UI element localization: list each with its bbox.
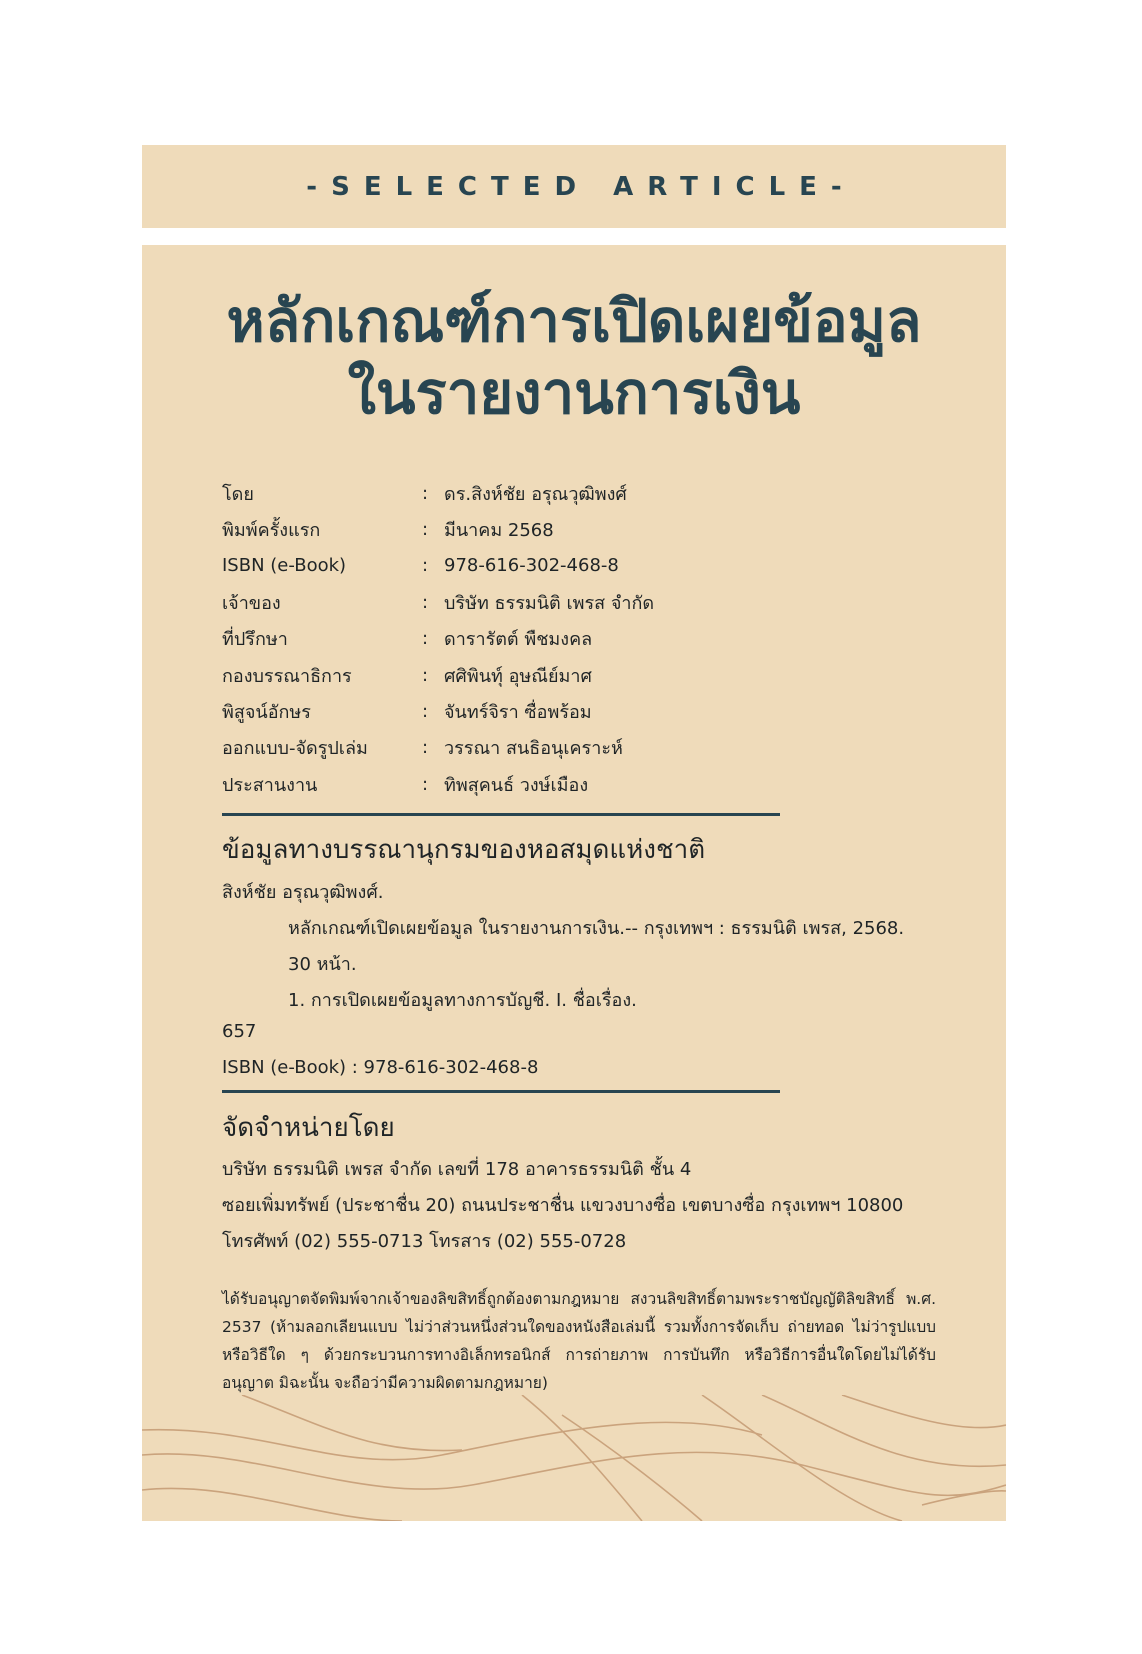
- catalog-subject: 1. การเปิดเผยข้อมูลทางการบัญชี. I. ชื่อเรื่อง.: [288, 990, 637, 1011]
- detail-colon: :: [422, 737, 429, 759]
- detail-colon: :: [422, 773, 429, 795]
- detail-row: [222, 475, 922, 511]
- catalog-isbn: ISBN (e-Book) : 978-616-302-468-8: [222, 1057, 539, 1078]
- publication-details: [222, 475, 922, 803]
- detail-label: เจ้าของ: [222, 592, 281, 614]
- detail-colon: :: [422, 519, 429, 541]
- detail-colon: :: [422, 628, 429, 650]
- divider: [222, 813, 780, 816]
- detail-value: จันทร์จิรา ซื่อพร้อม: [444, 702, 592, 724]
- detail-label: พิมพ์ครั้งแรก: [222, 520, 321, 542]
- detail-label: กองบรรณาธิการ: [222, 665, 352, 687]
- article-panel: [142, 245, 1006, 1521]
- detail-row: [222, 693, 922, 729]
- detail-value: 978-616-302-468-8: [444, 555, 619, 577]
- detail-row: [222, 766, 922, 802]
- detail-row: [222, 548, 922, 584]
- detail-value: ทิพสุคนธ์ วงษ์เมือง: [444, 774, 589, 796]
- detail-value: ดร.สิงห์ชัย อรุณวุฒิพงศ์: [444, 483, 627, 505]
- detail-label: ออกแบบ-จัดรูปเล่ม: [222, 738, 368, 760]
- detail-row: [222, 657, 922, 693]
- distribution-phone: โทรศัพท์ (02) 555-0713 โทรสาร (02) 555-0728: [222, 1231, 627, 1252]
- catalog-author: สิงห์ชัย อรุณวุฒิพงศ์.: [222, 882, 384, 903]
- detail-colon: :: [422, 701, 429, 723]
- detail-colon: :: [422, 591, 429, 613]
- detail-row: [222, 621, 922, 657]
- detail-label: ประสานงาน: [222, 774, 318, 796]
- detail-value: วรรณา สนธิอนุเคราะห์: [444, 738, 623, 760]
- detail-colon: :: [422, 482, 429, 504]
- catalog-pages: 30 หน้า.: [288, 954, 357, 975]
- detail-value: ดารารัตต์ พืชมงคล: [444, 629, 593, 651]
- distribution-heading: จัดจำหน่ายโดย: [222, 1113, 395, 1143]
- detail-row: [222, 584, 922, 620]
- title-line-1: หลักเกณฑ์การเปิดเผยข้อมูล: [226, 287, 922, 355]
- article-title: [142, 285, 1006, 429]
- detail-label: ISBN (e-Book): [222, 555, 347, 577]
- detail-label: ที่ปรึกษา: [222, 629, 288, 651]
- catalog-entry: หลักเกณฑ์เปิดเผยข้อมูล ในรายงานการเงิน.-- กรุงเทพฯ : ธรรมนิติ เพรส, 2568.: [288, 918, 905, 939]
- detail-label: พิสูจน์อักษร: [222, 702, 311, 724]
- catalog-heading: ข้อมูลทางบรรณานุกรมของหอสมุดแห่งชาติ: [222, 835, 706, 865]
- divider: [222, 1090, 780, 1093]
- detail-value: ศศิพินทุ์ อุษณีย์มาศ: [444, 665, 592, 687]
- detail-value: บริษัท ธรรมนิติ เพรส จำกัด: [444, 592, 655, 614]
- copyright-notice: ได้รับอนุญาตจัดพิมพ์จากเจ้าของลิขสิทธิ์ถูกต้องตามกฎหมาย สงวนลิขสิทธิ์ตามพระราชบัญญัติลิขสิทธิ์ พ.ศ. 2537 (ห้ามลอกเลียนแบบ ไม่ว่าส่วนหนึ่งส่วนใดของหนังสือเล่มนี้ รวมทั้งการจัดเก็บ ถ่ายทอด ไม่ว่ารูปแบบหรือวิธีใด ๆ ด้วยกระบวนการทางอิเล็กทรอนิกส์ การถ่ายภาพ การบันทึก หรือวิธีการอื่นใดโดยไม่ได้รับอนุญาต มิฉะนั้น จะถือว่ามีความผิดตามกฎหมาย): [222, 1290, 936, 1392]
- distribution-address-1: บริษัท ธรรมนิติ เพรส จำกัด เลขที่ 178 อาคารธรรมนิติ ชั้น 4: [222, 1159, 692, 1180]
- header-band: [142, 145, 1006, 228]
- detail-row: [222, 511, 922, 547]
- detail-label: โดย: [222, 483, 254, 505]
- distribution-address-2: ซอยเพิ่มทรัพย์ (ประชาชื่น 20) ถนนประชาชื่น แขวงบางซื่อ เขตบางซื่อ กรุงเทพฯ 10800: [222, 1195, 904, 1216]
- detail-value: มีนาคม 2568: [444, 520, 554, 542]
- title-line-2: ในรายงานการเงิน: [347, 359, 801, 427]
- detail-row: [222, 730, 922, 766]
- detail-colon: :: [422, 555, 429, 577]
- section-label: -SELECTED ARTICLE-: [306, 171, 856, 202]
- detail-colon: :: [422, 664, 429, 686]
- wave-decoration: [142, 1395, 1006, 1521]
- catalog-classification: 657: [222, 1021, 257, 1042]
